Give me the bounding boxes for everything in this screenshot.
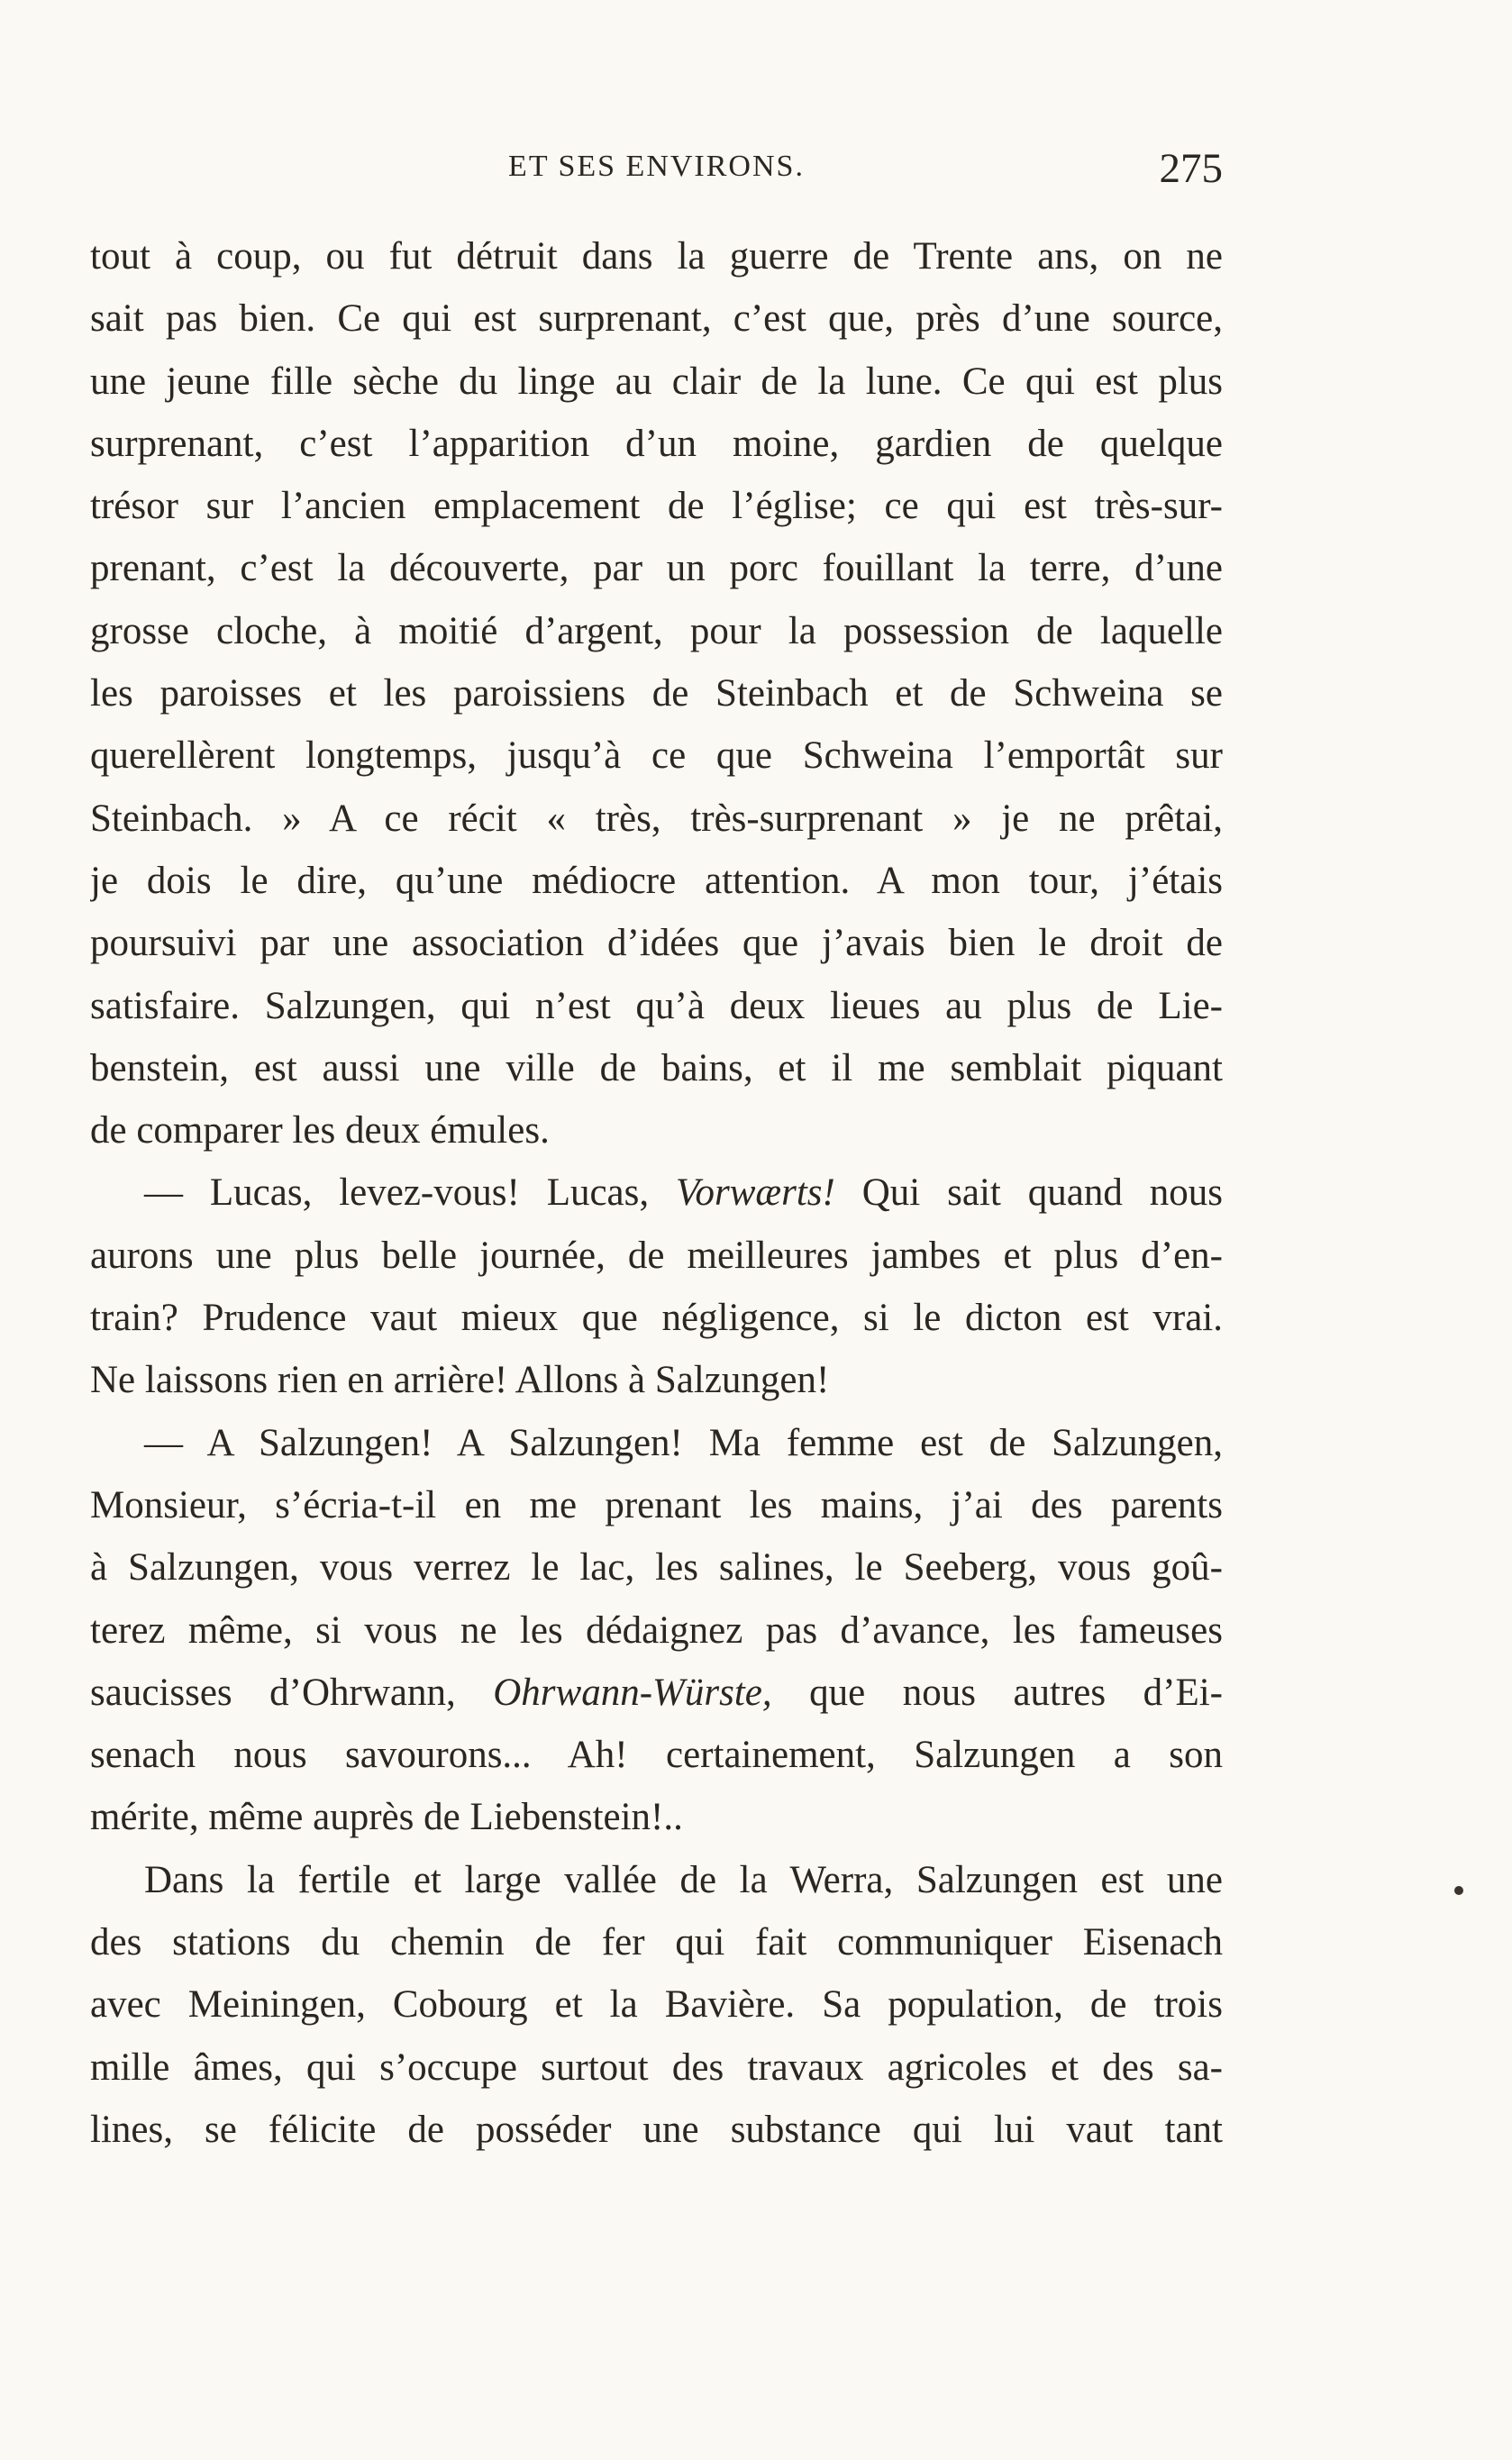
text-line: je dois le dire, qu’une médiocre attention. A mon tour, j’étais: [90, 859, 1223, 902]
text-line: les paroisses et les paroissiens de Steinbach et de Schweina se: [90, 672, 1223, 715]
text-line: benstein, est aussi une ville de bains, et il me semblait piquant: [90, 1046, 1223, 1089]
text-line: [90, 1662, 1223, 1724]
text-line: satisfaire. Salzungen, qui n’est qu’à deux lieues au plus de Lie-: [90, 984, 1223, 1027]
text-line: trésor sur l’ancien emplacement de l’église; ce qui est très-sur-: [90, 485, 1223, 528]
text-line: à Salzungen, vous verrez le lac, les salines, le Seeberg, vous goû-: [90, 1546, 1223, 1590]
text-segment: Qui sait quand nous: [834, 1171, 1223, 1215]
text-line: aurons une plus belle journée, de meilleures jambes et plus d’en-: [90, 1234, 1223, 1277]
text-line: sait pas bien. Ce qui est surprenant, c’est que, près d’une source,: [90, 297, 1223, 341]
text-line: mérite, même auprès de Liebenstein!..: [90, 1796, 683, 1839]
text-line: de comparer les deux émules.: [90, 1109, 550, 1153]
text-line: terez même, si vous ne les dédaignez pas d’avance, les fameuses: [90, 1608, 1223, 1652]
text-line: lines, se félicite de posséder une substance qui lui vaut tant: [90, 2108, 1223, 2151]
text-line: Dans la fertile et large vallée de la Werra, Salzungen est une: [144, 1858, 1223, 1901]
page-number: 275: [1159, 145, 1223, 192]
text-line: Ne laissons rien en arrière! Allons à Salzungen!: [90, 1359, 830, 1402]
text-line: train? Prudence vaut mieux que négligence, si le dicton est vrai.: [90, 1297, 1223, 1340]
text-line: une jeune fille sèche du linge au clair de la lune. Ce qui est plus: [90, 360, 1223, 403]
text-line: senach nous savourons... Ah! certainement, Salzungen a son: [90, 1734, 1223, 1777]
text-segment: que nous autres d’Ei-: [771, 1671, 1223, 1714]
text-line: querellèrent longtemps, jusqu’à ce que Schweina l’emportât sur: [90, 734, 1223, 778]
body-text: [90, 225, 1223, 2161]
page-header: [90, 144, 1223, 198]
text-line: poursuivi par une association d’idées que j’avais bien le droit de: [90, 922, 1223, 965]
text-line: Steinbach. » A ce récit « très, très-surprenant » je ne prêtai,: [90, 797, 1223, 840]
text-line: avec Meiningen, Cobourg et la Bavière. Sa population, de trois: [90, 1983, 1223, 2027]
text-segment: saucisses d’Ohrwann,: [90, 1671, 494, 1714]
ink-speck: [1454, 1886, 1463, 1895]
italic-text: Vorwærts!: [676, 1171, 835, 1215]
text-line: grosse cloche, à moitié d’argent, pour la possession de laquelle: [90, 609, 1223, 652]
text-segment: — Lucas, levez-vous! Lucas,: [144, 1171, 677, 1215]
text-line: — A Salzungen! A Salzungen! Ma femme est de Salzungen,: [144, 1421, 1223, 1464]
italic-text: Ohrwann-Würste,: [493, 1671, 772, 1714]
text-line: prenant, c’est la découverte, par un porc fouillant la terre, d’une: [90, 547, 1223, 590]
text-line: tout à coup, ou fut détruit dans la guerre de Trente ans, on ne: [90, 235, 1223, 278]
text-line: des stations du chemin de fer qui fait communiquer Eisenach: [90, 1921, 1223, 1964]
text-line: surprenant, c’est l’apparition d’un moine, gardien de quelque: [90, 422, 1223, 465]
text-line: mille âmes, qui s’occupe surtout des travaux agricoles et des sa-: [90, 2045, 1223, 2089]
running-title: ET SES ENVIRONS.: [508, 150, 805, 183]
text-line: [90, 1162, 1223, 1224]
text-line: Monsieur, s’écria-t-il en me prenant les mains, j’ai des parents: [90, 1483, 1223, 1526]
